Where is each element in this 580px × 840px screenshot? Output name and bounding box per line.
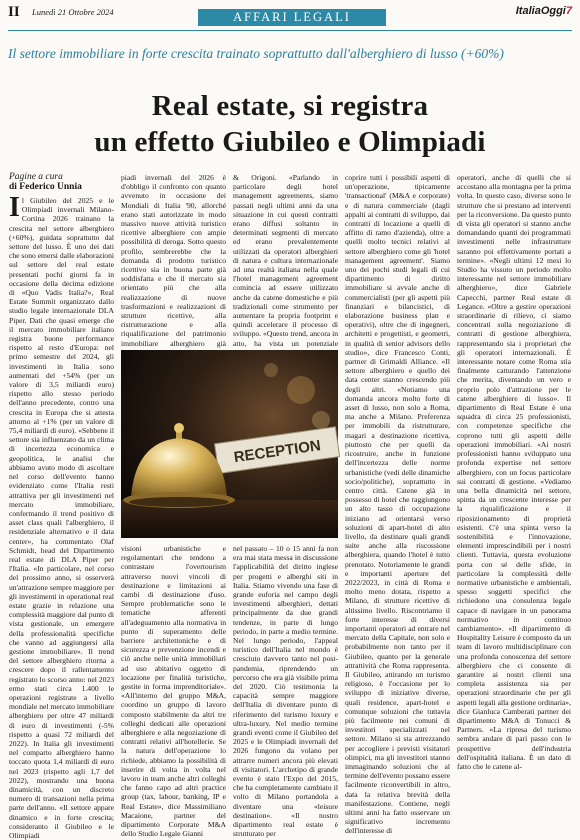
article-column-3-bottom xyxy=(233,544,338,839)
byline-author: di Federico Unnia xyxy=(9,182,82,192)
column-3-text: & Origoni. «Parlando in particolare degli hotel management agreements, siamo passati negli ultimi anni da una situazione in cui questi contratti erano diffusi soltanto in determinati segmenti di mercato ed erano prevalentemente utilizzati da operatori alberghieri di natura e cultura internazionale ad una realtà italiana nella quale l'hotel management agreement comincia ad essere utilizzato anche da catene domestiche e più tradizionali come strumento per aumentare la propria footprint e quindi accelerare il processo di sviluppo. «Questo trend, ancora in atto, ha vista un potenziale xyxy=(233,173,338,348)
byline-label: Pagine a cura xyxy=(9,172,63,182)
article-column-2-bottom xyxy=(121,544,226,839)
section-banner: AFFARI LEGALI xyxy=(198,9,386,26)
header-rule xyxy=(8,30,572,31)
headline-line-2: un effetto Giubileo e Olimpiadi xyxy=(94,126,486,158)
article-column-5 xyxy=(457,173,571,771)
drop-cap: I xyxy=(9,192,20,223)
brand-logo: ItaliaOggi7 xyxy=(515,5,572,17)
issue-date: Lunedì 21 Ottobre 2024 xyxy=(32,7,114,17)
column-2b-text: visioni urbanistiche e regolamentari che tendono a contrastare l'overtourism attraverso nuovi vincoli di destinazione e limitazioni ai cambi di destinazione d'uso. Sempre problematiche sono le tematiche afferenti all'adeguamento alla normativa in punto di superamento delle barriere architettoniche e di sicurezza e prevenzione incendi e ciò anche nelle unità immobiliari ad uso abitativo oggetto di locazione per finalità turistiche, gestite in forma imprenditoriale». «All'interno del gruppo M&A, coordino un gruppo di lavoro composto stabilmente da altri tre colleghi dedicati alle operazioni alberghiere e alla negoziazione di contratti relativi all'hotellerie. Se la natura dell'operazione lo richiede, abbiamo la possibilità di inserire di volta in volta nel lavoro in team anche altri colleghi che fanno capo ad altri practice group (tax, labour, banking, IP e Real Estate», dice Massimiliano Macaione, partner del dipartimento Corporate M&A dello Studio Legale Gianni xyxy=(121,544,226,839)
column-1-text: l Giubileo del 2025 e le Olimpiadi invernali Milano-Cortina 2026 trainano la crescita nel settore alberghiero (+60%), guidata soprattutto dal settore del lusso. È uno dei dati che sono emersi dalle elaborazioni sul settore del real estate presentati pochi giorni fa in occasione della decima edizione di «Quo Vadis Italia?», Real Estate Summit organizzato dallo studio legale internazionale DLA Piper. Dati che quasi emerge che il mercato immobiliare italiano registra buone performance rispetto al resto d'Europa: nel primo semestre del 2024, gli investimenti in Italia sono aumentati del +54% (per un valore di 3,5 miliardi euro) rispetto allo stesso periodo dell'anno precedente, contro una crescita in Europa che si attesta attorno al +1% (per un valore di 75,4 miliardi di euro). «Sebbene il settore sia influenzato da un clima di incertezza economica e geopolitica, le analisi che abbiamo avuto modo di ascoltare nel corso dell'evento hanno evidenziato come l'Italia resti attrattiva per gli investimenti nel mercato immobiliare, confermando il trend positivo di asset class quali l'alberghiero, il residenziale alternativo e il data center», ha commentato Olaf Schmidt, head del Dipartimento real estate di DLA Piper per l'Italia. «In particolare, nel corso del prossimo anno, si osserverà un'attrazione sempre maggiore per gli investimenti in operational real estate grazie in relazione una complessità maggiore dal punto di vista gestionale, un emergere della professionalità specifiche che vanno ad aggiungersi alla gestione immobiliare». Il trend del settore alberghiero ritorna a crescere dopo il rallentamento registrato lo scorso anno: nel 2023 ermo stati circa 1.400 le operazioni registrate a livello mondiale nel mercato immobiliare alberghiero per oltre 47 miliardi di euro di investimenti (-5% rispetto a quasi 72 miliardi del 2022). In Italia gli investimenti nel comparto alberghiero hanno toccato quota 1,4 miliardi di euro nel 2023 (rispetto agli 1,7 del 2022), mostrando una buona dinamicità, con un discreto numero di transazioni nella prima parte dell'anno. «Il settore appare dinamico e in forte crescita; consideranto il Giubileo e le Olimpiadi xyxy=(9,196,115,840)
article-column-1 xyxy=(9,192,115,840)
page-header xyxy=(0,0,580,40)
reception-bell-photo xyxy=(121,350,338,538)
svg-text:RECEPTION: RECEPTION xyxy=(232,437,322,467)
headline-line-1: Real estate, si registra xyxy=(151,90,429,122)
column-5-text: operatori, anche di quelli che si accostano alla montagna per la prima volta. In questo caso, diverse sono le strutture che si prestano ad interventi per la riconversione. Da questo punto di vista gli operatori si stanno anche domandando quanti dei programmati investimenti nelle infrastrutture saranno poi effettivamente portati a termine». «Negli ultimi 12 mesi lo Studio ha vissuto un periodo molto interessante nel settore immobiliare alberghiero», dice Gabriele Capecchi, partner Real estate di Legance. «Oltre a gestire operazioni straordinarie di rilievo, ci siamo concentrati sulla negoziazione di contratti di gestione alberghiera, rappresentando sia i proprietari che gli operatori internazionali. È interessante notare come Roma stia finalmente catturando l'attenzione che merita, diventando un vero e proprio polo d'attrazione per le catene alberghiere di lusso». Il dipartimento di Real Estate è una squadra di circa 25 professionisti, con competenze specifiche che coprono tutti gli aspetti delle operazioni immobiliari. «Ai nostri professionisti hanno sviluppato una profonda expertise nel settore alberghiero, con un focus particolare sui contratti di gestione. «Vediamo una bella dinamicità nel settore, spinta da un crescente interesse per la riqualificazione e il riposizionamento di proprietà esistenti. C'è una spinta verso la sostenibilità e l'innovazione, elementi imprescindibili per i nostri clienti. Tuttavia, questa evoluzione porta con sé delle sfide, in particolare la complessità delle normative urbanistiche e ambientali, spesso soggetti specifici che richiedono una consulenza legale capace di navigare in un panorama normativo in continuo cambiamento». «Il dipartimento di Hospitality Leisure è composto da un team di lavoro multidisciplinare con una profonda conoscenza del settore alberghiero che ci consente di garantire ai nostri clienti una completa assistenza sia per operazioni straordinarie che per gli aspetti legali alla gestione ordinaria», dice Gianluca Camberati partner dei dipartimento M&A di Tonucci & Partners. «La ripresa del turismo sembra andare di pari passo con le prospettive dell'industria dell'ospitalità italiana. È un dato di fatto che le catene al- xyxy=(457,173,571,771)
column-4-text: coprire tutti i possibili aspetti di un'operazione, tipicamente 'transactional' (M&A e corporate) e di natura commerciale (dagli appalti ai contratti di sviluppo, dai contratti di locazione a quelli di affitto di ramo d'azienda), oltre a quelli molto tecnici relativi al settore alberghiero come gli 'hotel management agreement'. Siamo uno dei pochi studi legali di cui dipartimento di diritto immobiliare si avvale anche di commercialisti (per gli aspetti più finanziari e bilancistici, di elaborazione business plan e operativi), oltre che di ingegneri, architetti e progettisti, e geometri, in qualità di senior advisors dello studio», dice Francesco Conti, partner di Grimaldi Alliance. «Il settore alberghiero e quello dei data center stanno crescendo più degli altri. «Notiamo una domanda ancora molto forte di asset di lusso, non solo a Roma, ma anche a Milano. Preferenza per immobili da ristrutturare, magari a destinazione ricettiva, piuttosto che per quelli da ricostruire, anche in funzione dell'incertezza delle norme urbanistiche (vedi delle dinamiche socio/politiche), soprattutto in centro città. Catene già in possesso di hotel che raggiungono un alto tasso di occupazione iniziano ad orientarsi verso soluzioni di apart-hotel di alto livello, da destinare quali grandi suite anche alla riscossione alberghiera, quando l'hotel è tutto prenotato. Notoriamente le grandi e importanti aperture del 2022/2023, in città di Roma e molto meno dotata, rispetto a Milano, di strutture ricettive di altissimo livello. Riscontriamo il forte interesse di diversi importanti operatori ad entrare nel mercato della Capitale, non solo e probabilmente non tanto per il Giubileo, quanto per la generale attrattività che Roma rappresenta. Il Giubileo, attirando un turismo religioso, è l'occasione per lo sviluppo di iniziative diverse, quali residence, apart-hotel e comunque soluzioni che tuttavia più facilmente nei comuni di investitori specializzati nel settore. Milano si sta attrezzando per accogliere i previsti visitatori olimpici, ma gli investitori stanno immaginando soluzioni che al termine dell'evento possano essere facilmente riconvertibili in altro, data la relativa brevità della manifestazione. Contiene, negli ultimi anni ha fatto osservare un significativo incremento dell'interesse di xyxy=(345,173,450,836)
article-headline xyxy=(0,88,580,160)
article-column-4 xyxy=(345,173,450,836)
article-column-3-top xyxy=(233,173,338,348)
column-2-text: piadi invernali del 2026 è d'obbligo il confronto con quanto avvenuto in occasione dei Mondiali di Italia '90, allorché erano stati autorizzate in modo massivo nuove attività turistico ricettive alberghiere con ampie possibilità di deroga. Sotto questo profilo, sembrerebbe che la domanda di prodotto turistico ricettivo sia in buona parte già soddisfatta e che il mercato sia orientato più che alla realizzazione di nuove trasformazioni e realizzazioni di strutture ricettive, alla ristrutturazione e alla riqualificazione del patrimonio immobiliare alberghiero già xyxy=(121,173,226,348)
photo-illustration xyxy=(121,350,338,538)
page-number: II xyxy=(8,4,20,20)
article-column-2-top xyxy=(121,173,226,348)
article-kicker: Il settore immobiliare in forte crescita trainato soprattutto dall'alberghiero di lusso (+60%) xyxy=(8,46,504,61)
column-3b-text: nel passato – 10 o 15 anni fa non era mai stata messa in discussione l'applicabilità del diritto inglese per progetti e alberghi siti in Italia. Stiamo vivendo una fase di grande euforia nel campo degli investimenti alberghieri, dettati principalmente da due grandi tendenze, in parte di lungo periodo, in parte a medio termine. Nel lungo periodo, l'appeal turistico dell'Italia nel mondo è cresciuto davvero tanto nel post-pandemia, riprendendo un percorso che era già visibile prima del 2020. Ciò testimonia la capacità sempre maggiore dell'Italia di diventare punto di riferimento del turismo luxury e ultra-luxury. Nel medio termine grandi eventi come il Giubileo del 2025 e le Olimpiadi invernali del 2026 fungono da volano per attrarre numeri ancora più elevati di visitatori. L'archetipo di grande evento è stato l'Expo del 2015, che ha completamente cambiato il volto di Milano portandola a diventare una «leisure destination». «Il nostro dipartimento real estate è strutturato per xyxy=(233,544,338,839)
